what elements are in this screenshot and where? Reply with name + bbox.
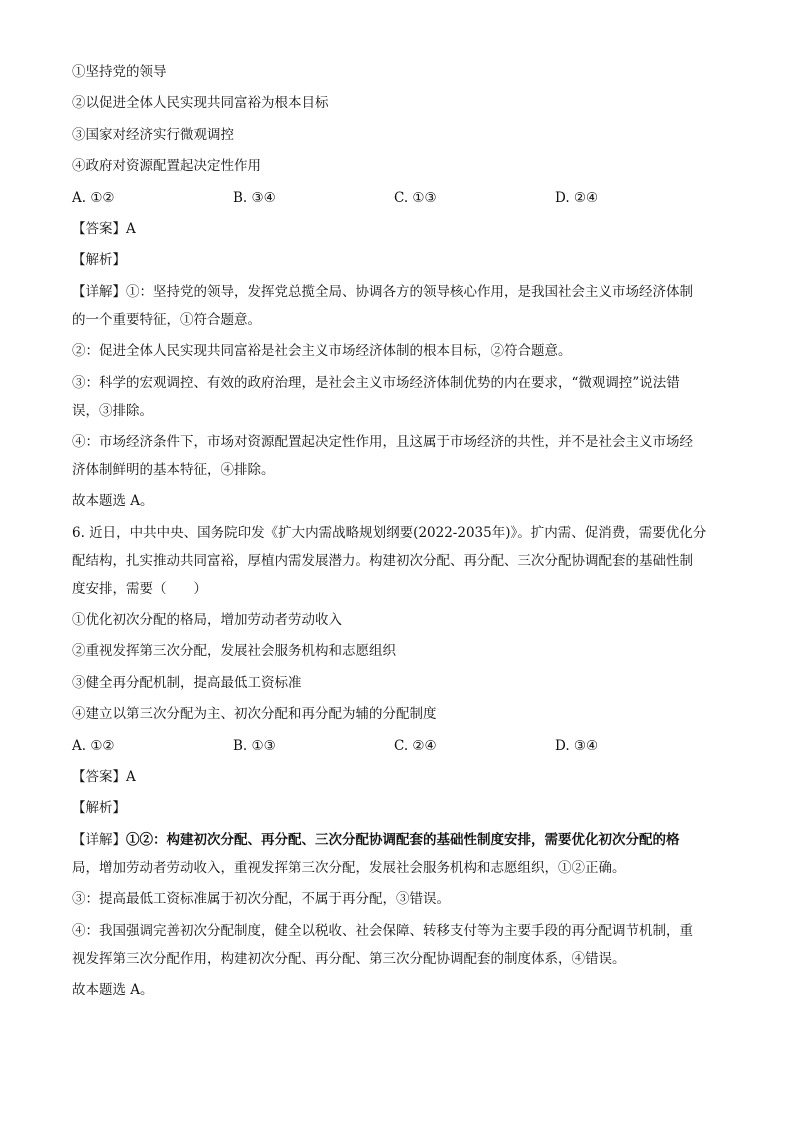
q5-detail-line-5: 误，③排除。 [72, 402, 153, 419]
q5-option-c: C. ①③ [394, 189, 437, 206]
q6-answer-value: A [126, 769, 136, 786]
q5-analysis-tag: 【解析】 [72, 252, 126, 269]
q6-item-2: ②重视发挥第三次分配，发展社会服务机构和志愿组织 [72, 643, 396, 660]
q6-detail-line-4: ④：我国强调完善初次分配制度，健全以税收、社会保障、转移支付等为主要手段的再分配调节机制，重 [72, 922, 693, 939]
q5-detail-line-6: ④：市场经济条件下，市场对资源配置起决定性作用，且这属于市场经济的共性，并不是社会主义市场经 [72, 433, 693, 450]
q6-item-3: ③健全再分配机制，提高最低工资标准 [72, 674, 302, 691]
q5-detail-line-7: 济体制鲜明的基本特征，④排除。 [72, 461, 275, 478]
q6-detail-line-2: 局，增加劳动者劳动收入，重视发挥第三次分配，发展社会服务机构和志愿组织，①②正确。 [72, 859, 626, 876]
q5-item-4: ④政府对资源配置起决定性作用 [72, 158, 261, 175]
q5-item-2: ②以促进全体人民实现共同富裕为根本目标 [72, 95, 329, 112]
q6-options [72, 736, 732, 756]
q6-analysis-tag: 【解析】 [72, 800, 126, 817]
q5-option-b: B. ③④ [233, 189, 276, 206]
q6-stem-line-3: 度安排，需要（ ） [72, 580, 207, 597]
q5-option-d: D. ②④ [555, 189, 599, 206]
q6-conclusion: 故本题选 A。 [72, 981, 154, 998]
q6-option-a: A. ①② [72, 737, 115, 754]
q5-detail-line-1 [72, 282, 732, 302]
q5-answer [72, 219, 732, 239]
q6-detail-line-3: ③：提高最低工资标准属于初次分配，不属于再分配，③错误。 [72, 891, 450, 908]
q6-detail-tag: 【详解】 [72, 831, 126, 848]
q6-detail-text-1: ①②：构建初次分配、再分配、三次分配协调配套的基础性制度安排，需要优化初次分配的格 [126, 831, 680, 848]
q5-detail-text-1: ①：坚持党的领导，发挥党总揽全局、协调各方的领导核心作用，是我国社会主义市场经济体制 [126, 283, 693, 300]
q6-item-1: ①优化初次分配的格局，增加劳动者劳动收入 [72, 612, 342, 629]
q6-detail-line-1 [72, 830, 732, 850]
q5-answer-value: A [126, 220, 136, 237]
q6-stem-line-2: 配结构，扎实推动共同富裕，厚植内需发展潜力。构建初次分配、再分配、三次分配协调配套的基础性制 [72, 552, 693, 569]
q6-option-b: B. ①③ [233, 737, 276, 754]
q5-item-1: ①坚持党的领导 [72, 64, 167, 80]
q6-stem-line-1: 6. 近日，中共中央、国务院印发《扩大内需战略规划纲要(2022-2035年)》。扩内需、促消费，需要优化分 [72, 524, 707, 541]
q5-options [72, 188, 732, 208]
q6-option-c: C. ②④ [394, 737, 437, 754]
q6-answer [72, 767, 732, 787]
q6-answer-tag: 【答案】 [72, 769, 126, 786]
q6-item-4: ④建立以第三次分配为主、初次分配和再分配为辅的分配制度 [72, 706, 437, 723]
q5-detail-line-4: ③：科学的宏观调控、有效的政府治理，是社会主义市场经济体制优势的内在要求，“微观调控”说法错 [72, 374, 680, 391]
q5-detail-line-3: ②：促进全体人民实现共同富裕是社会主义市场经济体制的根本目标，②符合题意。 [72, 343, 572, 360]
q5-answer-tag: 【答案】 [72, 220, 126, 237]
q6-detail-line-5: 视发挥第三次分配作用，构建初次分配、再分配、第三次分配协调配套的制度体系，④错误。 [72, 950, 626, 967]
q6-option-d: D. ③④ [555, 737, 599, 754]
q5-option-a: A. ①② [72, 189, 115, 206]
q5-item-3: ③国家对经济实行微观调控 [72, 126, 234, 143]
q5-detail-line-2: 的一个重要特征，①符合题意。 [72, 311, 261, 328]
q5-detail-tag: 【详解】 [72, 283, 126, 300]
q5-conclusion: 故本题选 A。 [72, 493, 154, 510]
document-page [72, 62, 732, 1011]
